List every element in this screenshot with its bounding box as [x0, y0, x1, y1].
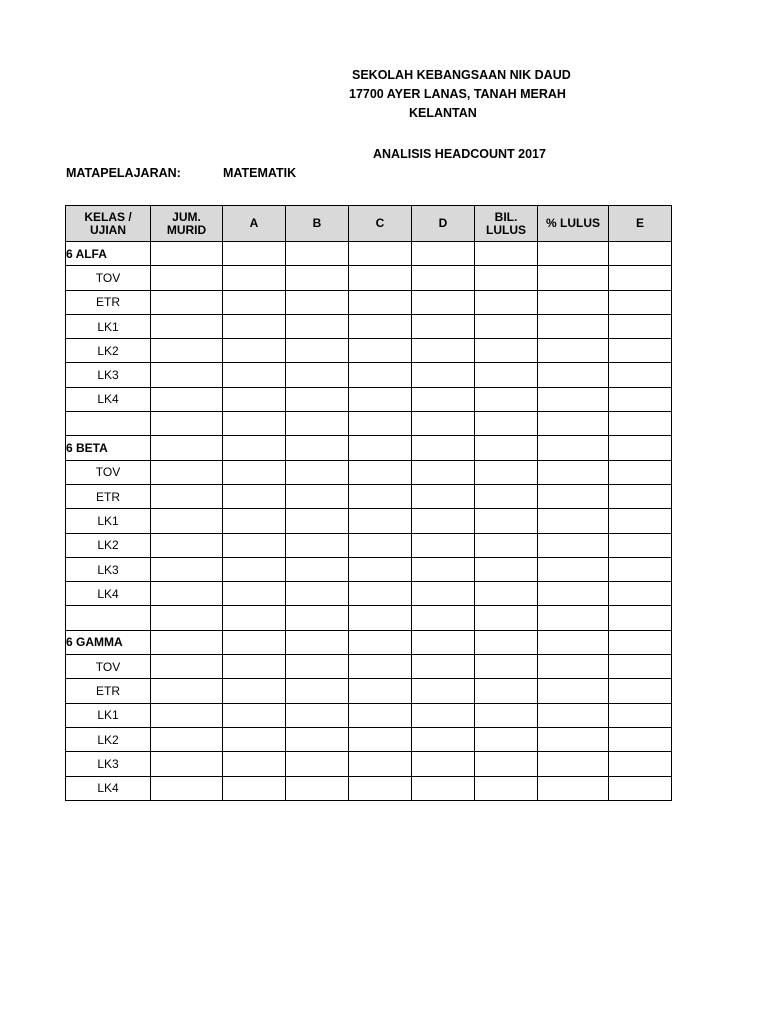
data-cell — [151, 436, 223, 460]
data-cell — [538, 290, 609, 314]
col-header-c: C — [349, 206, 412, 242]
test-name: LK3 — [66, 752, 151, 776]
class-name: 6 ALFA — [66, 242, 151, 266]
data-cell — [223, 655, 286, 679]
data-cell — [286, 314, 349, 338]
data-cell — [286, 776, 349, 800]
data-cell — [223, 484, 286, 508]
data-cell — [151, 509, 223, 533]
test-name: LK4 — [66, 776, 151, 800]
data-cell — [412, 363, 475, 387]
data-cell — [151, 752, 223, 776]
data-cell — [223, 387, 286, 411]
test-row — [66, 679, 672, 703]
data-cell — [475, 339, 538, 363]
data-cell — [412, 582, 475, 606]
spacer-row — [66, 412, 672, 436]
table-header-row — [66, 206, 672, 242]
data-cell — [151, 339, 223, 363]
data-cell — [349, 387, 412, 411]
data-cell — [609, 655, 672, 679]
data-cell — [151, 557, 223, 581]
test-row — [66, 776, 672, 800]
data-cell — [223, 460, 286, 484]
data-cell — [412, 679, 475, 703]
test-row — [66, 484, 672, 508]
data-cell — [223, 703, 286, 727]
data-cell — [151, 679, 223, 703]
data-cell — [538, 387, 609, 411]
data-cell — [286, 412, 349, 436]
col-header-d: D — [412, 206, 475, 242]
data-cell — [349, 630, 412, 654]
data-cell — [538, 679, 609, 703]
data-cell — [609, 387, 672, 411]
data-cell — [66, 606, 151, 630]
data-cell — [609, 679, 672, 703]
test-name: TOV — [66, 460, 151, 484]
data-cell — [349, 557, 412, 581]
data-cell — [538, 339, 609, 363]
data-cell — [223, 412, 286, 436]
data-cell — [412, 266, 475, 290]
data-cell — [286, 655, 349, 679]
data-cell — [609, 703, 672, 727]
data-cell — [538, 509, 609, 533]
data-cell — [609, 363, 672, 387]
col-header-b: B — [286, 206, 349, 242]
data-cell — [223, 606, 286, 630]
data-cell — [151, 606, 223, 630]
data-cell — [412, 533, 475, 557]
data-cell — [349, 776, 412, 800]
data-cell — [475, 266, 538, 290]
col-header-pct-lulus: % LULUS — [538, 206, 609, 242]
data-cell — [286, 582, 349, 606]
data-cell — [66, 412, 151, 436]
data-cell — [609, 484, 672, 508]
test-name: ETR — [66, 484, 151, 508]
data-cell — [286, 266, 349, 290]
data-cell — [538, 557, 609, 581]
data-cell — [349, 412, 412, 436]
test-row — [66, 752, 672, 776]
data-cell — [412, 436, 475, 460]
data-cell — [286, 363, 349, 387]
test-name: TOV — [66, 655, 151, 679]
test-row — [66, 727, 672, 751]
data-cell — [349, 655, 412, 679]
data-cell — [609, 460, 672, 484]
data-cell — [223, 339, 286, 363]
test-row — [66, 509, 672, 533]
test-row — [66, 557, 672, 581]
data-cell — [412, 460, 475, 484]
data-cell — [349, 679, 412, 703]
data-cell — [349, 290, 412, 314]
data-cell — [349, 363, 412, 387]
data-cell — [349, 460, 412, 484]
test-row — [66, 290, 672, 314]
data-cell — [286, 630, 349, 654]
data-cell — [151, 727, 223, 751]
data-cell — [609, 314, 672, 338]
data-cell — [223, 436, 286, 460]
test-row — [66, 655, 672, 679]
data-cell — [349, 242, 412, 266]
data-cell — [349, 752, 412, 776]
data-cell — [151, 290, 223, 314]
data-cell — [412, 630, 475, 654]
test-name: ETR — [66, 290, 151, 314]
data-cell — [286, 484, 349, 508]
test-name: LK1 — [66, 703, 151, 727]
col-header-bil-lulus: BIL. LULUS — [475, 206, 538, 242]
spacer-row — [66, 606, 672, 630]
data-cell — [349, 533, 412, 557]
test-name: LK4 — [66, 387, 151, 411]
data-cell — [609, 339, 672, 363]
class-row — [66, 630, 672, 654]
data-cell — [609, 533, 672, 557]
data-cell — [538, 655, 609, 679]
data-cell — [538, 242, 609, 266]
data-cell — [223, 630, 286, 654]
data-cell — [349, 484, 412, 508]
data-cell — [475, 509, 538, 533]
data-cell — [475, 533, 538, 557]
data-cell — [538, 363, 609, 387]
data-cell — [286, 290, 349, 314]
data-cell — [151, 776, 223, 800]
data-cell — [223, 776, 286, 800]
data-cell — [475, 314, 538, 338]
data-cell — [538, 727, 609, 751]
data-cell — [286, 509, 349, 533]
data-cell — [412, 387, 475, 411]
test-row — [66, 460, 672, 484]
col-header-a: A — [223, 206, 286, 242]
data-cell — [349, 509, 412, 533]
data-cell — [286, 727, 349, 751]
test-row — [66, 339, 672, 363]
data-cell — [223, 727, 286, 751]
data-cell — [151, 242, 223, 266]
test-row — [66, 363, 672, 387]
test-name: LK3 — [66, 363, 151, 387]
data-cell — [609, 606, 672, 630]
data-cell — [151, 655, 223, 679]
data-cell — [151, 484, 223, 508]
data-cell — [349, 582, 412, 606]
data-cell — [349, 314, 412, 338]
data-cell — [349, 606, 412, 630]
class-name: 6 BETA — [66, 436, 151, 460]
class-row — [66, 242, 672, 266]
data-cell — [609, 412, 672, 436]
data-cell — [609, 582, 672, 606]
data-cell — [286, 387, 349, 411]
data-cell — [609, 557, 672, 581]
data-cell — [286, 533, 349, 557]
data-cell — [475, 703, 538, 727]
data-cell — [412, 314, 475, 338]
data-cell — [475, 557, 538, 581]
test-row — [66, 314, 672, 338]
data-cell — [151, 266, 223, 290]
data-cell — [475, 655, 538, 679]
test-name: LK2 — [66, 339, 151, 363]
data-cell — [223, 509, 286, 533]
school-state: KELANTAN — [409, 106, 477, 120]
data-cell — [412, 290, 475, 314]
subject-label: MATAPELAJARAN: — [66, 166, 181, 180]
data-cell — [412, 412, 475, 436]
data-cell — [609, 509, 672, 533]
data-cell — [538, 266, 609, 290]
data-cell — [151, 533, 223, 557]
data-cell — [538, 533, 609, 557]
data-cell — [286, 460, 349, 484]
headcount-table — [65, 205, 672, 801]
data-cell — [223, 266, 286, 290]
test-name: LK2 — [66, 727, 151, 751]
test-name: LK3 — [66, 557, 151, 581]
document-title: ANALISIS HEADCOUNT 2017 — [373, 147, 546, 161]
data-cell — [412, 703, 475, 727]
data-cell — [475, 363, 538, 387]
data-cell — [609, 630, 672, 654]
data-cell — [475, 412, 538, 436]
data-cell — [223, 314, 286, 338]
data-cell — [538, 606, 609, 630]
test-row — [66, 387, 672, 411]
data-cell — [475, 436, 538, 460]
col-header-kelas: KELAS / UJIAN — [66, 206, 151, 242]
data-cell — [412, 484, 475, 508]
data-cell — [223, 752, 286, 776]
data-cell — [151, 630, 223, 654]
data-cell — [475, 582, 538, 606]
test-row — [66, 582, 672, 606]
data-cell — [475, 387, 538, 411]
data-cell — [286, 606, 349, 630]
data-cell — [538, 630, 609, 654]
data-cell — [286, 436, 349, 460]
data-cell — [475, 484, 538, 508]
test-name: TOV — [66, 266, 151, 290]
data-cell — [538, 752, 609, 776]
data-cell — [609, 727, 672, 751]
data-cell — [223, 582, 286, 606]
data-cell — [223, 363, 286, 387]
data-cell — [412, 727, 475, 751]
data-cell — [151, 460, 223, 484]
test-row — [66, 266, 672, 290]
data-cell — [151, 363, 223, 387]
data-cell — [475, 752, 538, 776]
school-name: SEKOLAH KEBANGSAAN NIK DAUD — [352, 68, 571, 82]
data-cell — [286, 242, 349, 266]
data-cell — [349, 727, 412, 751]
data-cell — [286, 703, 349, 727]
data-cell — [609, 776, 672, 800]
test-name: LK4 — [66, 582, 151, 606]
data-cell — [538, 703, 609, 727]
data-cell — [475, 290, 538, 314]
class-row — [66, 436, 672, 460]
subject-value: MATEMATIK — [223, 166, 297, 180]
data-cell — [286, 557, 349, 581]
data-cell — [538, 484, 609, 508]
school-address: 17700 AYER LANAS, TANAH MERAH — [349, 87, 566, 101]
data-cell — [286, 752, 349, 776]
test-name: LK1 — [66, 314, 151, 338]
data-cell — [538, 412, 609, 436]
test-name: LK1 — [66, 509, 151, 533]
data-cell — [609, 266, 672, 290]
data-cell — [223, 290, 286, 314]
data-cell — [538, 314, 609, 338]
data-cell — [412, 557, 475, 581]
data-cell — [151, 582, 223, 606]
data-cell — [475, 776, 538, 800]
col-header-jum-murid: JUM. MURID — [151, 206, 223, 242]
data-cell — [475, 630, 538, 654]
data-cell — [412, 655, 475, 679]
data-cell — [538, 776, 609, 800]
data-cell — [412, 752, 475, 776]
data-cell — [349, 436, 412, 460]
data-cell — [412, 776, 475, 800]
data-cell — [475, 606, 538, 630]
data-cell — [286, 339, 349, 363]
data-cell — [609, 436, 672, 460]
data-cell — [223, 533, 286, 557]
data-cell — [349, 339, 412, 363]
data-cell — [151, 703, 223, 727]
data-cell — [412, 242, 475, 266]
test-name: ETR — [66, 679, 151, 703]
data-cell — [223, 679, 286, 703]
class-name: 6 GAMMA — [66, 630, 151, 654]
data-cell — [609, 752, 672, 776]
test-name: LK2 — [66, 533, 151, 557]
data-cell — [609, 290, 672, 314]
data-cell — [151, 314, 223, 338]
col-header-e: E — [609, 206, 672, 242]
data-cell — [412, 509, 475, 533]
data-cell — [223, 242, 286, 266]
test-row — [66, 533, 672, 557]
data-cell — [286, 679, 349, 703]
data-cell — [151, 387, 223, 411]
data-cell — [223, 557, 286, 581]
data-cell — [151, 412, 223, 436]
data-cell — [538, 436, 609, 460]
data-cell — [349, 703, 412, 727]
data-cell — [538, 460, 609, 484]
data-cell — [475, 679, 538, 703]
data-cell — [412, 606, 475, 630]
data-cell — [475, 727, 538, 751]
data-cell — [349, 266, 412, 290]
data-cell — [475, 460, 538, 484]
data-cell — [475, 242, 538, 266]
data-cell — [538, 582, 609, 606]
data-cell — [609, 242, 672, 266]
test-row — [66, 703, 672, 727]
data-cell — [412, 339, 475, 363]
